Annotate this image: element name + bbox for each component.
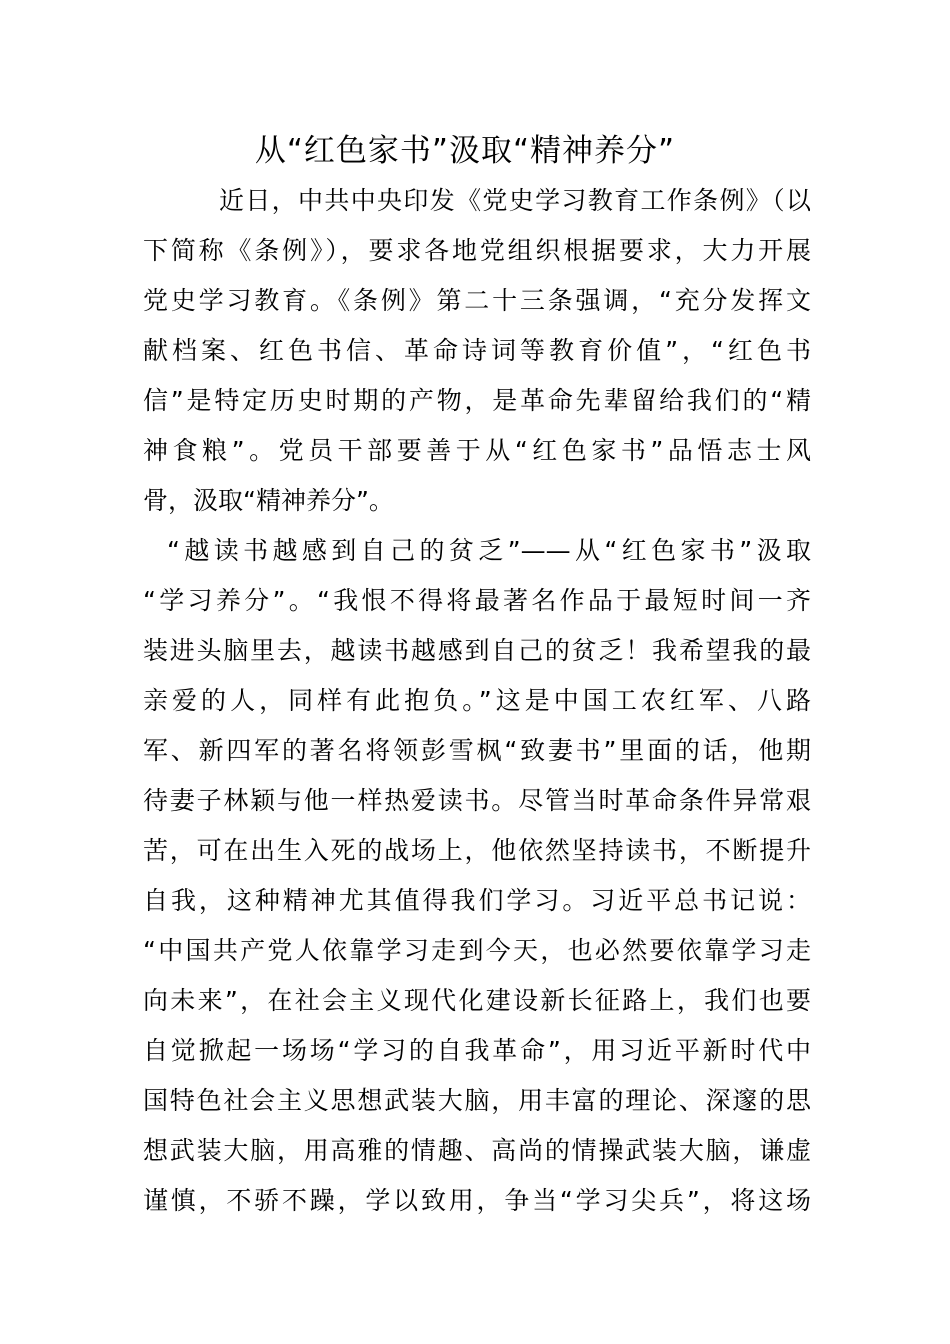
document-title: 从“红色家书”汲取“精神养分” (254, 133, 676, 169)
text-line: 党史学习教育。《条例》第二十三条强调，“充分发挥文 (143, 286, 811, 315)
text-line: 下简称《条例》），要求各地党组织根据要求，大力开展 (143, 236, 811, 265)
text-line: “学习养分”。“我恨不得将最著名作品于最短时间一齐 (143, 586, 811, 615)
text-line: 向未来”，在社会主义现代化建设新长征路上，我们也要 (143, 986, 811, 1015)
paragraph-2 (143, 526, 811, 1226)
text-line: “中国共产党人依靠学习走到今天，也必然要依靠学习走 (143, 936, 811, 965)
text-line: 军、新四军的著名将领彭雪枫“致妻书”里面的话，他期 (143, 736, 811, 765)
text-line: 装进头脑里去，越读书越感到自己的贫乏！我希望我的最 (143, 636, 811, 665)
text-line: 亲爱的人，同样有此抱负。”这是中国工农红军、八路 (143, 686, 811, 715)
paragraph-1 (143, 176, 811, 526)
text-line: 信”是特定历史时期的产物，是革命先辈留给我们的“精 (143, 386, 811, 415)
text-line: 想武装大脑，用高雅的情趣、高尚的情操武装大脑，谦虚 (143, 1136, 811, 1165)
document-body (143, 176, 811, 1226)
text-line: 献档案、红色书信、革命诗词等教育价值”，“红色书 (143, 336, 811, 365)
text-line: 神食粮”。党员干部要善于从“红色家书”品悟志士风 (143, 436, 811, 465)
text-line: 谨慎，不骄不躁，学以致用，争当“学习尖兵”，将这场 (143, 1186, 811, 1215)
text-line: 自我，这种精神尤其值得我们学习。习近平总书记说： (143, 886, 811, 915)
text-line: 骨，汲取“精神养分”。 (143, 486, 394, 515)
text-line: 近日，中共中央印发《党史学习教育工作条例》（以 (219, 186, 811, 215)
text-line: 苦，可在出生入死的战场上，他依然坚持读书，不断提升 (143, 836, 811, 865)
text-line: “越读书越感到自己的贫乏”——从“红色家书”汲取 (167, 536, 811, 565)
text-line: 自觉掀起一场场“学习的自我革命”，用习近平新时代中 (143, 1036, 811, 1065)
text-line: 待妻子林颖与他一样热爱读书。尽管当时革命条件异常艰 (143, 786, 811, 815)
text-line: 国特色社会主义思想武装大脑，用丰富的理论、深邃的思 (143, 1086, 811, 1115)
